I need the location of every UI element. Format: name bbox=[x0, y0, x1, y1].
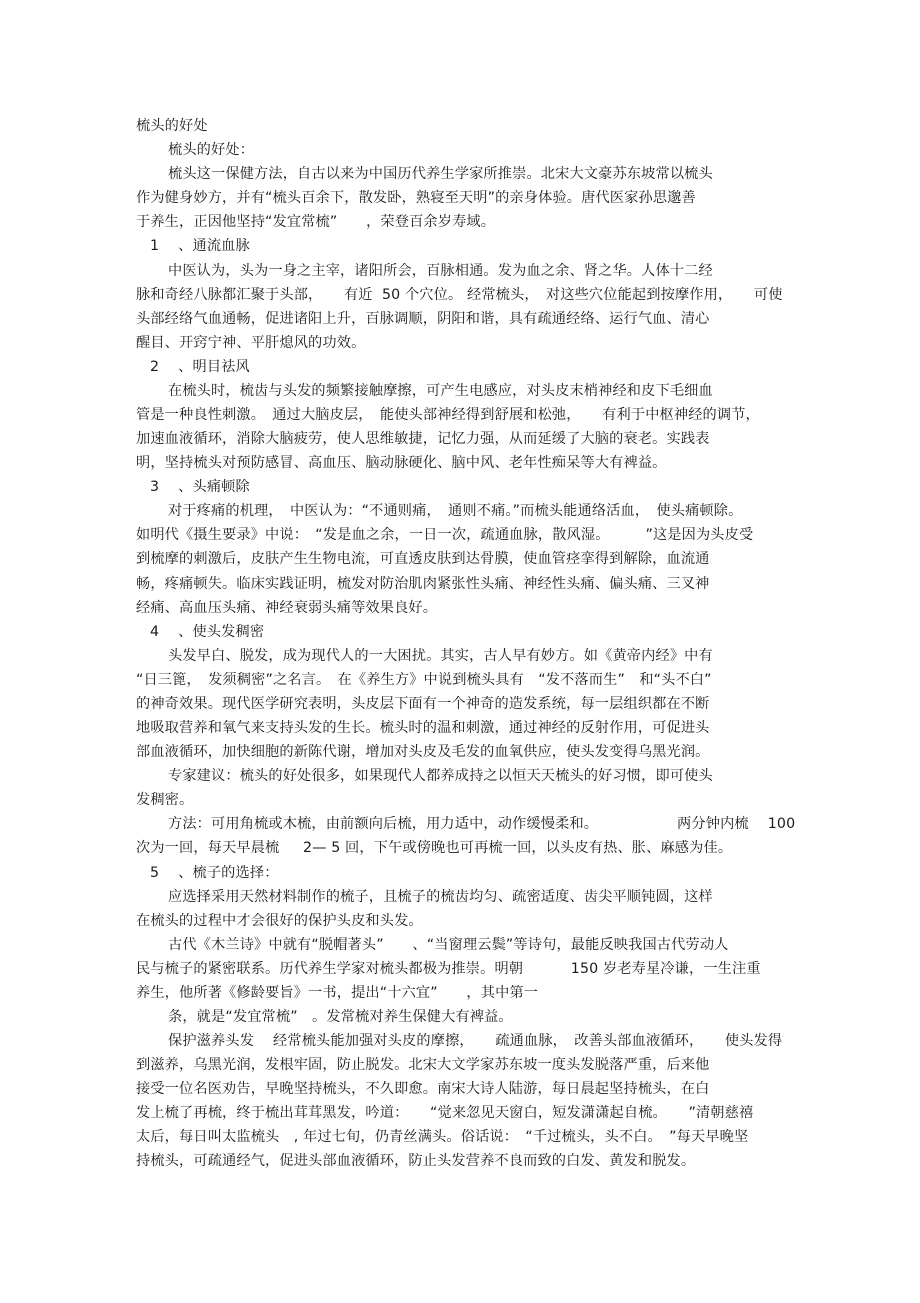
text-line: 持梳头，可疏通经气，促进头部血液循环，防止头发营养不良而致的白发、黄发和脱发。 bbox=[136, 1153, 696, 1169]
text-line: 民与梳子的紧密联系。历代养生学家对梳头都极为推崇。明朝 150 岁老寿星冷谦，一生注重 bbox=[136, 961, 761, 977]
text-line: 作为健身妙方，并有“梳头百余下，散发卧，熟寝至天明”的亲身体验。唐代医家孙思邈善 bbox=[136, 190, 696, 206]
text-line: 条，就是“发宜常梳” 。发常梳对养生保健大有裨益。 bbox=[168, 1009, 513, 1025]
text-line: 1 、通流血脉 bbox=[150, 238, 250, 254]
text-line: 专家建议：梳头的好处很多，如果现代人都养成持之以恒天天梳头的好习惯，即可使头 bbox=[168, 768, 713, 784]
text-line: 梳头的好处： bbox=[168, 142, 255, 158]
text-line: 地吸取营养和氧气来支持头发的生长。梳头时的温和刺激，通过神经的反射作用，可促进头 bbox=[136, 720, 710, 736]
text-line: 中医认为，头为一身之主宰，诸阳所会，百脉相通。发为血之余、肾之华。人体十二经 bbox=[168, 263, 713, 279]
text-line: 加速血液循环，消除大脑疲劳，使人思维敏捷，记忆力强，从而延缓了大脑的衰老。实践表 bbox=[136, 431, 710, 447]
text-line: 5 、梳子的选择： bbox=[150, 865, 279, 881]
text-line: 如明代《摄生要录》中说： “发是血之余，一日一次，疏通血脉，散风湿。 ”这是因为头皮受 bbox=[136, 527, 754, 543]
text-line: 头部经络气血通畅，促进诸阳上升，百脉调顺，阴阳和谐，具有疏通经络、运行气血、清心 bbox=[136, 311, 710, 327]
text-line: 的神奇效果。现代医学研究表明，头皮层下面有一个神奇的造发系统，每一层组织都在不断 bbox=[136, 696, 710, 712]
text-line: 古代《木兰诗》中就有“脱帽著头” 、“当窗理云鬓”等诗句，最能反映我国古代劳动人 bbox=[168, 937, 729, 953]
text-line: 梳头这一保健方法，自古以来为中国历代养生学家所推崇。北宋大文豪苏东坡常以梳头 bbox=[168, 166, 713, 182]
text-line: 经痛、高血压头痛、神经衰弱头痛等效果良好。 bbox=[136, 600, 438, 616]
text-line: 养生，他所著《修龄要旨》一书，提出“十六宜” ，其中第一 bbox=[136, 985, 539, 1001]
text-line: 部血液循环，加快细胞的新陈代谢，增加对头皮及毛发的血氧供应，使头发变得乌黑光润。 bbox=[136, 744, 710, 760]
text-line: “日三篦， 发须稠密”之名言。 在《养生方》中说到梳头具有 “发不落而生” 和“头不白” bbox=[136, 672, 712, 688]
text-line: 于养生，正因他坚持“发宜常梳” ，荣登百余岁寿域。 bbox=[136, 214, 496, 230]
text-line: 到滋养，乌黑光润，发根牢固，防止脱发。北宋大文学家苏东坡一度头发脱落严重，后来他 bbox=[136, 1057, 710, 1073]
text-line: 管是一种良性刺激。 通过大脑皮层， 能使头部神经得到舒展和松弛， 有利于中枢神经的调节， bbox=[136, 407, 760, 423]
text-line: 在梳头的过程中才会很好的保护头皮和头发。 bbox=[136, 913, 423, 929]
text-line: 4 、使头发稠密 bbox=[150, 624, 265, 640]
text-line: 到梳摩的刺激后，皮肤产生生物电流，可直透皮肤到达骨膜，使血管痉挛得到解除，血流通 bbox=[136, 551, 710, 567]
text-line: 醒目、开窍宁神、平肝熄风的功效。 bbox=[136, 335, 366, 351]
text-line: 畅，疼痛顿失。临床实践证明，梳发对防治肌肉紧张性头痛、神经性头痛、偏头痛、三叉神 bbox=[136, 576, 710, 592]
text-line: 发上梳了再梳，终于梳出茸茸黑发，吟道： “觉来忽见天窗白，短发潇潇起自梳。 ”清朝慈禧 bbox=[136, 1105, 754, 1121]
document-title: 梳头的好处 bbox=[136, 118, 208, 134]
text-line: 发稠密。 bbox=[136, 792, 194, 808]
text-line: 次为一回，每天早晨梳 2— 5 回，下午或傍晚也可再梳一回，以头皮有热、胀、麻感为佳。 bbox=[136, 840, 733, 856]
text-line: 2 、明目祛风 bbox=[150, 359, 250, 375]
text-line: 方法：可用角梳或木梳，由前额向后梳，用力适中，动作缓慢柔和。 两分钟内梳 100 bbox=[168, 816, 796, 832]
text-line: 头发早白、脱发，成为现代人的一大困扰。其实，古人早有妙方。如《黄帝内经》中有 bbox=[168, 648, 713, 664]
text-line: 明，坚持梳头对预防感冒、高血压、脑动脉硬化、脑中风、老年性痴呆等大有裨益。 bbox=[136, 455, 667, 471]
text-line: 在梳头时，梳齿与头发的频繁接触摩擦，可产生电感应，对头皮末梢神经和皮下毛细血 bbox=[168, 383, 713, 399]
text-line: 脉和奇经八脉都汇聚于头部， 有近 50 个穴位。 经常梳头， 对这些穴位能起到按摩作用， 可使 bbox=[136, 287, 783, 303]
text-line: 3 、头痛顿除 bbox=[150, 479, 250, 495]
text-line: 接受一位名医劝告，早晚坚持梳头，不久即愈。南宋大诗人陆游，每日晨起坚持梳头，在白 bbox=[136, 1081, 710, 1097]
text-line: 太后，每日叫太监梳头 , 年过七旬，仍青丝满头。俗话说： “千过梳头，头不白。 ”每天早晚坚 bbox=[136, 1129, 749, 1145]
text-line: 保护滋养头发 经常梳头能加强对头皮的摩擦， 疏通血脉， 改善头部血液循环， 使头发得 bbox=[168, 1033, 783, 1049]
text-line: 应选择采用天然材料制作的梳子，且梳子的梳齿均匀、疏密适度、齿尖平顺钝圆，这样 bbox=[168, 889, 713, 905]
text-line: 对于疼痛的机理， 中医认为：“不通则痛， 通则不痛。”而梳头能通络活血， 使头痛顿除。 bbox=[168, 503, 743, 519]
